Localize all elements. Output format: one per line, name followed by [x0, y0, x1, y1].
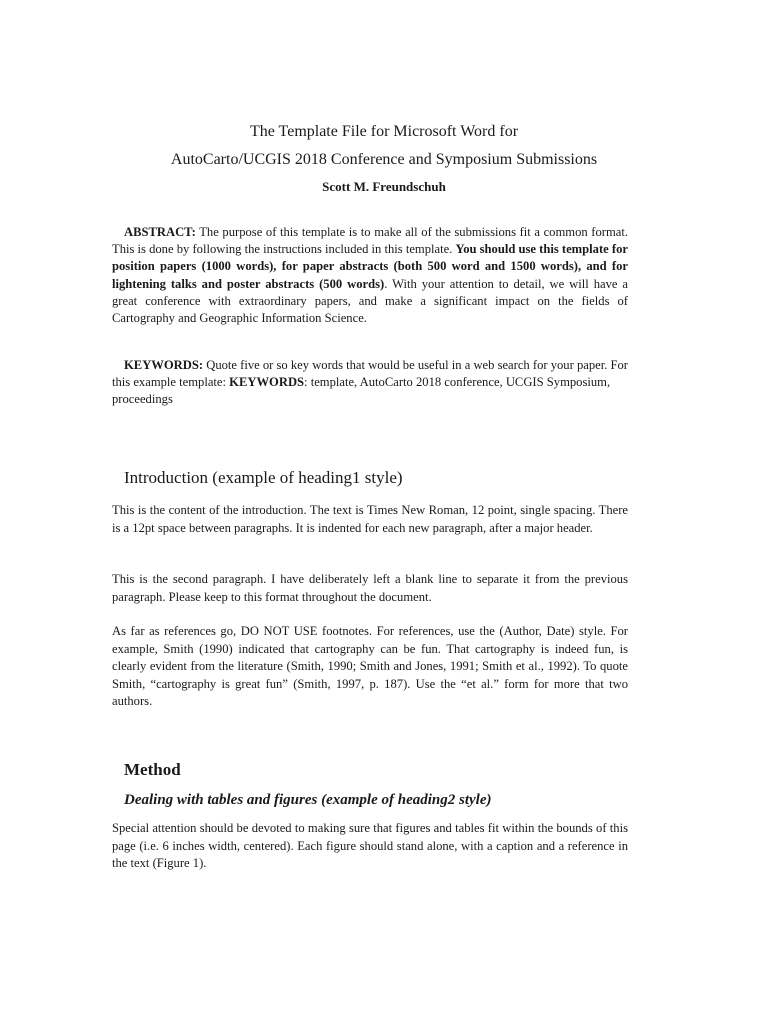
method-subheading: Dealing with tables and figures (example of heading2 style)	[124, 792, 492, 808]
abstract-bold-text: You should use this template for position papers (1000 words), for paper abstracts (both 500 word and 1500 words), and for lightening talks and poster abstracts (500 words)	[112, 242, 628, 291]
introduction-paragraph-3: As far as references go, DO NOT USE footnotes. For references, use the (Author, Date) style. For example, Smith (1990) indicated that cartography can be fun. That cartography is indeed fun, is clearly evident from the literature (Smith, 1990; Smith and Jones, 1991; Smith et al., 1992). To quote Smith, “cartography is great fun” (Smith, 1997, p. 187). Use the “et al.” form for more that two authors.	[112, 624, 628, 709]
abstract-text-2: . With your attention to detail, we will have a great conference with extraordinary papers, and make a significant impact on the fields of Cartography and Geographic Information Science.	[112, 276, 628, 326]
author-name: Scott M. Freundschuh	[322, 179, 446, 194]
keywords-paragraph	[112, 357, 628, 409]
abstract-text-1: The purpose of this template is to make all of the submissions fit a common format. This is done by following the instructions included in this template.	[112, 225, 628, 257]
keywords-label-inline: KEYWORDS	[229, 375, 305, 390]
method-paragraph: Special attention should be devoted to making sure that figures and tables fit within the bounds of this page (i.e. 6 inches width, centered). Each figure should stand alone, with a caption and a reference in the text (Figure 1).	[112, 821, 628, 871]
title-block	[0, 118, 768, 200]
method-heading: Method	[124, 760, 181, 779]
keywords-label: KEYWORDS:	[124, 358, 204, 372]
introduction-paragraph-2: This is the second paragraph. I have deliberately left a blank line to separate it from the previous paragraph. Please keep to this format throughout the document.	[112, 572, 628, 604]
document-title-line-2: AutoCarto/UCGIS 2018 Conference and Symposium Submissions	[170, 151, 598, 168]
introduction-paragraph-1: This is the content of the introduction. The text is Times New Roman, 12 point, single spacing. There is a 12pt space between paragraphs. It is indented for each new paragraph, after a major header.	[112, 503, 628, 535]
introduction-heading: Introduction (example of heading1 style)	[124, 468, 403, 487]
keywords-text-2: : template, AutoCarto 2018 conference, UCGIS Symposium, proceedings	[112, 375, 611, 407]
abstract-paragraph	[112, 224, 628, 327]
keywords-text-1: Quote five or so key words that would be useful in a web search for your paper. For this example template:	[112, 358, 629, 390]
document-title-line-1: The Template File for Microsoft Word for	[249, 123, 519, 140]
abstract-label: ABSTRACT:	[124, 225, 196, 239]
